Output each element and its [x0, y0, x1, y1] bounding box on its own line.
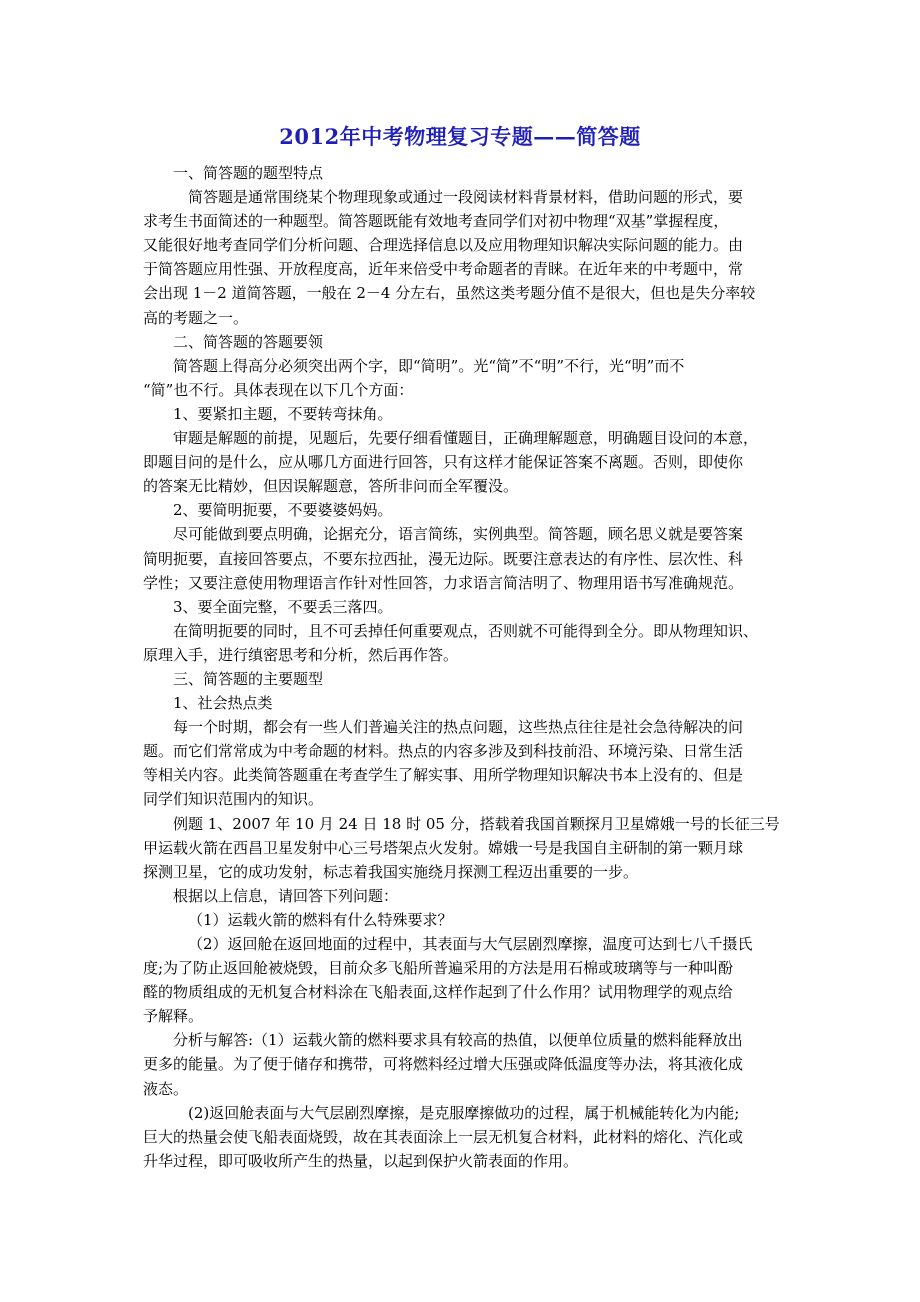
text-line: 分析与解答:（1）运载火箭的燃料要求具有较高的热值，以便单位质量的燃料能释放出 — [173, 1031, 743, 1050]
text-line: 1、社会热点类 — [173, 694, 273, 713]
text-line: 简答题上得高分必须突出两个字，即“简明”。光“简”不“明”不行，光“明”而不 — [173, 356, 685, 375]
text-line: 二、简答题的答题要领 — [173, 332, 324, 351]
document-body — [143, 161, 783, 1173]
text-line: 尽可能做到要点明确，论据充分，语言简练，实例典型。简答题，顾名思义就是要答案 — [173, 525, 744, 544]
document-title: 2012年中考物理复习专题——简答题 — [279, 124, 641, 149]
text-line: 每一个时期，都会有一些人们普遍关注的热点问题，这些热点往往是社会急待解决的问 — [173, 718, 744, 737]
text-line: 学性；又要注意使用物理语言作针对性回答，力求语言简洁明了、物理用语书写准确规范。 — [143, 573, 744, 592]
text-line: （2）返回舱在返回地面的过程中，其表面与大气层剧烈摩擦，温度可达到七八千摄氏 — [188, 935, 753, 953]
text-line: 会出现 1－2 道简答题，一般在 2－4 分左右，虽然这类考题分值不是很大，但也是失分率较 — [143, 284, 756, 303]
text-line: 原理入手，进行缜密思考和分析，然后再作答。 — [143, 645, 459, 664]
text-line: 甲运载火箭在西昌卫星发射中心三号塔架点火发射。嫦娥一号是我国自主研制的第一颗月球 — [143, 838, 744, 857]
text-line: 3、要全面完整，不要丢三落四。 — [173, 597, 393, 616]
text-line: 题。而它们常常成为中考命题的材料。热点的内容多涉及到科技前沿、环境污染、日常生活 — [143, 742, 744, 761]
text-line: 三、简答题的主要题型 — [173, 669, 324, 688]
text-line: 醛的物质组成的无机复合材料涂在飞船表面,这样作起到了什么作用？试用物理学的观点给 — [143, 983, 733, 1002]
text-line: 液态。 — [143, 1079, 189, 1098]
text-line: 巨大的热量会使飞船表面烧毁，故在其表面涂上一层无机复合材料，此材料的熔化、汽化或 — [143, 1127, 744, 1146]
text-line: 1、要紧扣主题，不要转弯抹角。 — [173, 404, 393, 423]
text-line: 一、简答题的题型特点 — [173, 164, 324, 182]
text-line: 的答案无比精妙，但因误解题意，答所非问而全军覆没。 — [143, 477, 519, 496]
text-line: 等相关内容。此类简答题重在考查学生了解实事、用所学物理知识解决书本上没有的、但是 — [143, 766, 744, 785]
text-line: 予解释。 — [143, 1007, 204, 1026]
text-line: (2)返回舱表面与大气层剧烈摩擦，是克服摩擦做功的过程，属于机械能转化为内能; — [188, 1103, 740, 1122]
text-line: 更多的能量。为了便于储存和携带，可将燃料经过增大压强或降低温度等办法，将其液化成 — [143, 1055, 744, 1074]
text-line: 2、要简明扼要，不要婆婆妈妈。 — [173, 501, 393, 520]
text-line: 审题是解题的前提，见题后，先要仔细看懂题目，正确理解题意，明确题目设问的本意， — [173, 429, 759, 448]
text-line: 于简答题应用性强、开放程度高，近年来倍受中考命题者的青睐。在近年来的中考题中，常 — [143, 260, 744, 279]
text-line: 升华过程，即可吸收所产生的热量，以起到保护火箭表面的作用。 — [143, 1151, 579, 1170]
text-line: 高的考题之一。 — [143, 308, 249, 327]
text-line: 简明扼要，直接回答要点，不要东拉西扯，漫无边际。既要注意表达的有序性、层次性、科 — [143, 549, 744, 568]
text-line: 度;为了防止返回舱被烧毁，目前众多飞船所普遍采用的方法是用石棉或玻璃等与一种叫酚 — [143, 959, 734, 978]
text-line: 例题 1、2007 年 10 月 24 日 18 时 05 分，搭载着我国首颗探月卫星嫦娥一号的长征三号 — [173, 814, 780, 833]
text-line: 同学们知识范围内的知识。 — [143, 790, 324, 809]
text-line: 又能很好地考查同学们分析问题、合理选择信息以及应用物理知识解决实际问题的能力。由 — [143, 236, 744, 255]
text-line: 即题目问的是什么，应从哪几方面进行回答，只有这样才能保证答案不离题。否则，即使你 — [143, 453, 744, 472]
text-line: 在简明扼要的同时，且不可丢掉任何重要观点，否则就不可能得到全分。即从物理知识、 — [173, 621, 759, 640]
text-line: 根据以上信息，请回答下列问题： — [173, 886, 399, 905]
text-line: 求考生书面简述的一种题型。简答题既能有效地考查同学们对初中物理“双基”掌握程度， — [143, 212, 729, 231]
text-line: （1）运载火箭的燃料有什么特殊要求？ — [188, 910, 453, 929]
text-line: 探测卫星，它的成功发射，标志着我国实施绕月探测工程迈出重要的一步。 — [143, 862, 639, 881]
text-line: “简”也不行。具体表现在以下几个方面： — [143, 380, 414, 399]
text-line: 简答题是通常围绕某个物理现象或通过一段阅读材料背景材料，借助问题的形式，要 — [188, 188, 744, 207]
